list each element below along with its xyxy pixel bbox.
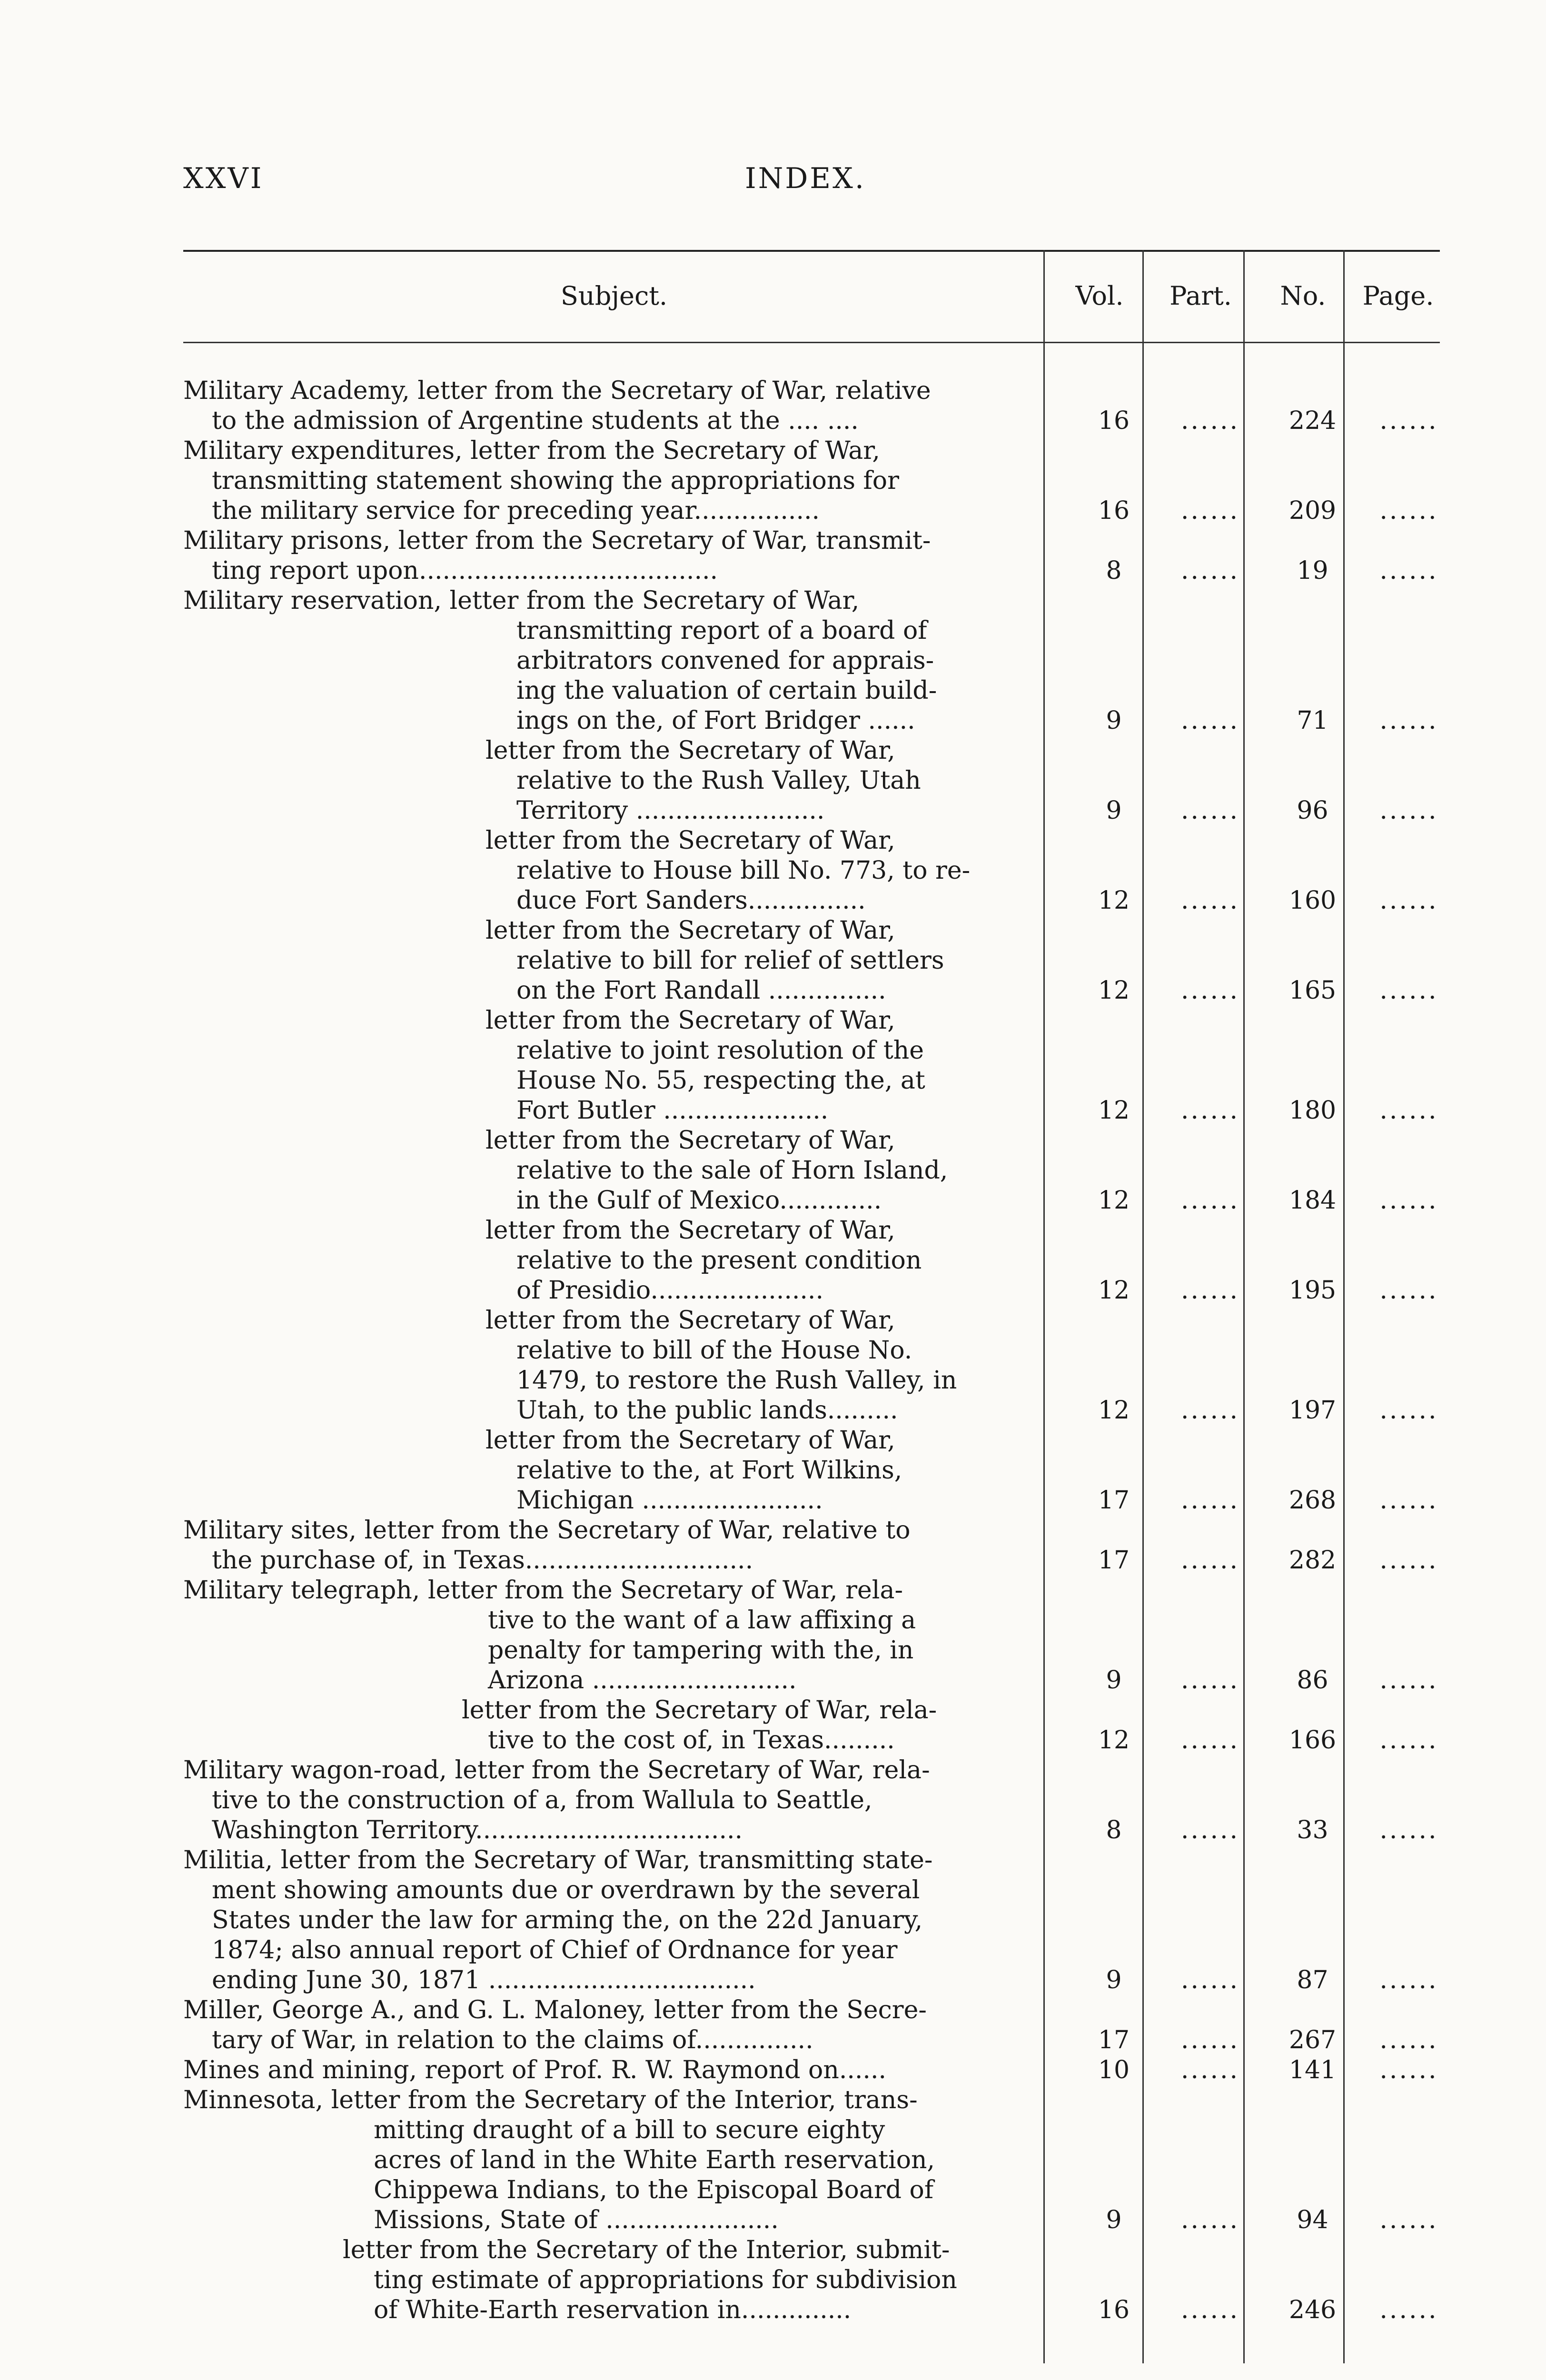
entry-page-leader: ...... [1379, 2026, 1438, 2054]
entry-no: 165 [1288, 976, 1337, 1005]
entry-part-leader: ...... [1180, 1396, 1240, 1425]
subject-line: Mines and mining, report of Prof. R. W. Raymond on...... [183, 2056, 886, 2084]
entry-no: 94 [1297, 2206, 1328, 2234]
index-entry [183, 1426, 1440, 1516]
subject-line: of White-Earth reservation in.............. [374, 2296, 852, 2324]
entry-no: 184 [1288, 1186, 1337, 1215]
subject-line: relative to the sale of Horn Island, [516, 1156, 948, 1185]
subject-line: transmitting statement showing the appropriations for [212, 466, 899, 495]
index-entry [183, 736, 1440, 826]
entry-no: 96 [1297, 796, 1328, 825]
entry-page-leader: ...... [1379, 1966, 1438, 1994]
entry-vol: 16 [1098, 2296, 1130, 2324]
index-entry [183, 1576, 1440, 1696]
subject-line: 1874; also annual report of Chief of Ordnance for year [212, 1936, 898, 1964]
index-entry [183, 916, 1440, 1006]
entry-part-leader: ...... [1180, 1666, 1240, 1695]
entry-page-leader: ...... [1379, 886, 1438, 915]
entry-no: 282 [1288, 1546, 1337, 1575]
index-entry [183, 586, 1440, 736]
subject-line: duce Fort Sanders............... [516, 886, 866, 915]
entry-vol: 12 [1098, 1276, 1130, 1305]
entry-vol: 12 [1098, 1186, 1130, 1215]
entry-no: 197 [1288, 1396, 1337, 1425]
entry-page-leader: ...... [1379, 976, 1438, 1005]
entry-no: 267 [1288, 2026, 1337, 2054]
entry-vol: 12 [1098, 886, 1130, 915]
entry-page-leader: ...... [1379, 1396, 1438, 1425]
entry-numbers [183, 706, 1440, 736]
entry-page-leader: ...... [1379, 496, 1438, 525]
subject-line: ting report upon...................................... [212, 556, 718, 585]
entry-vol: 17 [1098, 2026, 1130, 2054]
index-entry [183, 376, 1440, 436]
subject-line: arbitrators convened for apprais- [516, 646, 934, 675]
top-rule [183, 250, 1440, 252]
subject-line: tive to the cost of, in Texas......... [488, 1726, 895, 1755]
subject-line: ment showing amounts due or overdrawn by the several [212, 1876, 920, 1904]
subject-line: Fort Butler ..................... [516, 1096, 829, 1125]
entry-no: 86 [1297, 1666, 1328, 1695]
subject-line: States under the law for arming the, on the 22d January, [212, 1906, 923, 1934]
entry-numbers [183, 1965, 1440, 1995]
entry-no: 33 [1297, 1816, 1328, 1844]
page-header [183, 162, 1440, 205]
subject-line: Military telegraph, letter from the Secretary of War, rela- [183, 1576, 903, 1605]
column-header-page: Page. [1362, 281, 1434, 311]
entry-page-leader: ...... [1379, 407, 1438, 435]
entry-no: 224 [1288, 407, 1337, 435]
subject-line: letter from the Secretary of War, rela- [462, 1696, 937, 1725]
entry-part-leader: ...... [1180, 1486, 1240, 1515]
entry-no: 166 [1288, 1726, 1337, 1755]
entry-part-leader: ...... [1180, 1816, 1240, 1844]
entry-no: 87 [1297, 1966, 1328, 1994]
entry-numbers [183, 2205, 1440, 2235]
subject-line: penalty for tampering with the, in [488, 1636, 914, 1665]
subject-line: Utah, to the public lands......... [516, 1396, 898, 1425]
subject-line: ing the valuation of certain build- [516, 676, 937, 705]
subject-line: letter from the Secretary of War, [486, 1426, 895, 1455]
index-entry [183, 1216, 1440, 1306]
subject-line: relative to joint resolution of the [516, 1036, 924, 1065]
subject-line: Chippewa Indians, to the Episcopal Board of [374, 2176, 934, 2204]
entry-numbers [183, 796, 1440, 826]
entry-part-leader: ...... [1180, 2026, 1240, 2054]
subject-line: ings on the, of Fort Bridger ...... [516, 706, 915, 735]
index-table [183, 376, 1440, 2325]
subject-line: Military reservation, letter from the Secretary of War, [183, 586, 860, 615]
entry-vol: 12 [1098, 1096, 1130, 1125]
subject-line: Miller, George A., and G. L. Maloney, letter from the Secre- [183, 1996, 927, 2024]
column-header-no: No. [1280, 281, 1326, 311]
index-entry [183, 1516, 1440, 1576]
entry-no: 209 [1288, 496, 1337, 525]
entry-page-leader: ...... [1379, 556, 1438, 585]
entry-vol: 10 [1098, 2056, 1130, 2084]
subject-line: Missions, State of ...................... [374, 2206, 779, 2234]
index-entry [183, 1696, 1440, 1755]
page-folio: XXVI [183, 162, 264, 195]
entry-page-leader: ...... [1379, 1816, 1438, 1844]
column-header-part: Part. [1169, 281, 1232, 311]
entry-no: 19 [1297, 556, 1328, 585]
subject-line: on the Fort Randall ............... [516, 976, 886, 1005]
entry-numbers [183, 556, 1440, 586]
index-entry [183, 526, 1440, 586]
entry-numbers [183, 886, 1440, 916]
entry-no: 180 [1288, 1096, 1337, 1125]
entry-vol: 9 [1106, 1966, 1122, 1994]
entry-no: 246 [1288, 2296, 1337, 2324]
index-entry [183, 1995, 1440, 2055]
entry-vol: 16 [1098, 496, 1130, 525]
entry-page-leader: ...... [1379, 1096, 1438, 1125]
header-rule-numbers [1035, 342, 1440, 343]
index-entry [183, 1755, 1440, 1845]
entry-no: 268 [1288, 1486, 1337, 1515]
subject-line: Minnesota, letter from the Secretary of the Interior, trans- [183, 2086, 918, 2114]
subject-line: ending June 30, 1871 .................................. [212, 1966, 756, 1994]
entry-vol: 9 [1106, 796, 1122, 825]
entry-numbers [183, 1666, 1440, 1696]
entry-vol: 17 [1098, 1486, 1130, 1515]
subject-line: mitting draught of a bill to secure eighty [374, 2116, 885, 2144]
subject-line: letter from the Secretary of War, [486, 916, 895, 945]
subject-line: relative to the, at Fort Wilkins, [516, 1456, 902, 1485]
subject-line: tive to the want of a law affixing a [488, 1606, 916, 1635]
entry-part-leader: ...... [1180, 1966, 1240, 1994]
entry-vol: 17 [1098, 1546, 1130, 1575]
subject-line: Military expenditures, letter from the Secretary of War, [183, 436, 880, 465]
subject-line: House No. 55, respecting the, at [516, 1066, 925, 1095]
index-entry [183, 1845, 1440, 1995]
subject-line: the military service for preceding year................ [212, 496, 820, 525]
subject-line: letter from the Secretary of War, [486, 1306, 895, 1335]
entry-vol: 8 [1106, 556, 1122, 585]
entry-numbers [183, 1486, 1440, 1516]
entry-numbers [183, 496, 1440, 526]
entry-page-leader: ...... [1379, 1726, 1438, 1755]
entry-page-leader: ...... [1379, 1186, 1438, 1215]
subject-line: letter from the Secretary of War, [486, 736, 895, 765]
index-entry [183, 436, 1440, 526]
subject-line: Militia, letter from the Secretary of War, transmitting state- [183, 1846, 933, 1874]
subject-line: relative to bill for relief of settlers [516, 946, 944, 975]
subject-line: relative to bill of the House No. [516, 1336, 912, 1365]
index-entry [183, 1006, 1440, 1126]
entry-vol: 16 [1098, 407, 1130, 435]
column-header-subject: Subject. [560, 281, 668, 311]
entry-page-leader: ...... [1379, 2056, 1438, 2084]
entry-part-leader: ...... [1180, 1546, 1240, 1575]
entry-part-leader: ...... [1180, 556, 1240, 585]
entry-no: 160 [1288, 886, 1337, 915]
index-entry [183, 2085, 1440, 2235]
subject-line: relative to the present condition [516, 1246, 922, 1275]
entry-vol: 12 [1098, 976, 1130, 1005]
subject-line: letter from the Secretary of War, [486, 1216, 895, 1245]
subject-line: Arizona .......................... [488, 1666, 797, 1695]
entry-vol: 9 [1106, 706, 1122, 735]
subject-line: letter from the Secretary of War, [486, 1006, 895, 1035]
entry-part-leader: ...... [1180, 407, 1240, 435]
subject-line: in the Gulf of Mexico............. [516, 1186, 882, 1215]
entry-part-leader: ...... [1180, 976, 1240, 1005]
entry-numbers [183, 1726, 1440, 1755]
subject-line: relative to House bill No. 773, to re- [516, 856, 971, 885]
subject-line: acres of land in the White Earth reservation, [374, 2146, 935, 2174]
page-title: INDEX. [745, 162, 866, 195]
subject-line: Military wagon-road, letter from the Secretary of War, rela- [183, 1756, 930, 1785]
subject-line: the purchase of, in Texas............................. [212, 1546, 753, 1575]
entry-part-leader: ...... [1180, 2206, 1240, 2234]
entry-part-leader: ...... [1180, 1726, 1240, 1755]
entry-page-leader: ...... [1379, 706, 1438, 735]
index-entry [183, 1126, 1440, 1216]
subject-line: Military prisons, letter from the Secretary of War, transmit- [183, 526, 931, 555]
subject-line: of Presidio...................... [516, 1276, 823, 1305]
entry-part-leader: ...... [1180, 886, 1240, 915]
subject-line: Territory ........................ [516, 796, 825, 825]
entry-page-leader: ...... [1379, 796, 1438, 825]
subject-line: ting estimate of appropriations for subdivision [374, 2266, 957, 2294]
subject-line: Military Academy, letter from the Secretary of War, relative [183, 377, 931, 405]
entry-part-leader: ...... [1180, 2056, 1240, 2084]
index-entry [183, 826, 1440, 916]
entry-part-leader: ...... [1180, 496, 1240, 525]
entry-no: 195 [1288, 1276, 1337, 1305]
subject-line: relative to the Rush Valley, Utah [516, 766, 921, 795]
entry-numbers [183, 2055, 1440, 2085]
entry-part-leader: ...... [1180, 796, 1240, 825]
index-entry [183, 1306, 1440, 1426]
entry-page-leader: ...... [1379, 2296, 1438, 2324]
entry-part-leader: ...... [1180, 1276, 1240, 1305]
subject-line: 1479, to restore the Rush Valley, in [516, 1366, 957, 1395]
entry-numbers [183, 976, 1440, 1006]
entry-numbers [183, 1186, 1440, 1216]
entry-numbers [183, 1276, 1440, 1306]
entry-page-leader: ...... [1379, 1486, 1438, 1515]
subject-line: letter from the Secretary of War, [486, 1126, 895, 1155]
header-rule-subject [183, 342, 1035, 343]
entry-no: 141 [1288, 2056, 1337, 2084]
entry-vol: 12 [1098, 1396, 1130, 1425]
subject-line: transmitting report of a board of [516, 616, 927, 645]
entry-page-leader: ...... [1379, 2206, 1438, 2234]
entry-numbers [183, 1096, 1440, 1126]
entry-vol: 12 [1098, 1726, 1130, 1755]
entry-numbers [183, 2025, 1440, 2055]
subject-line: tary of War, in relation to the claims of............... [212, 2026, 813, 2054]
entry-vol: 8 [1106, 1816, 1122, 1844]
subject-line: Military sites, letter from the Secretary of War, relative to [183, 1516, 911, 1545]
entry-part-leader: ...... [1180, 1186, 1240, 1215]
index-entry [183, 2055, 1440, 2085]
entry-page-leader: ...... [1379, 1546, 1438, 1575]
entry-part-leader: ...... [1180, 1096, 1240, 1125]
subject-line: Washington Territory.................................. [212, 1816, 743, 1844]
entry-page-leader: ...... [1379, 1276, 1438, 1305]
entry-part-leader: ...... [1180, 2296, 1240, 2324]
entry-numbers [183, 406, 1440, 436]
index-entry [183, 2235, 1440, 2325]
entry-no: 71 [1297, 706, 1328, 735]
entry-page-leader: ...... [1379, 1666, 1438, 1695]
entry-vol: 9 [1106, 2206, 1122, 2234]
subject-line: tive to the construction of a, from Wallula to Seattle, [212, 1786, 872, 1815]
entry-numbers [183, 1815, 1440, 1845]
column-header-vol: Vol. [1075, 281, 1124, 311]
subject-line: letter from the Secretary of War, [486, 826, 895, 855]
subject-line: letter from the Secretary of the Interior, submit- [343, 2236, 950, 2264]
entry-numbers [183, 1546, 1440, 1576]
entry-vol: 9 [1106, 1666, 1122, 1695]
subject-line: Michigan ....................... [516, 1486, 823, 1515]
subject-line: to the admission of Argentine students at the .... .... [212, 407, 859, 435]
entry-numbers [183, 1396, 1440, 1426]
entry-numbers [183, 2295, 1440, 2325]
entry-part-leader: ...... [1180, 706, 1240, 735]
